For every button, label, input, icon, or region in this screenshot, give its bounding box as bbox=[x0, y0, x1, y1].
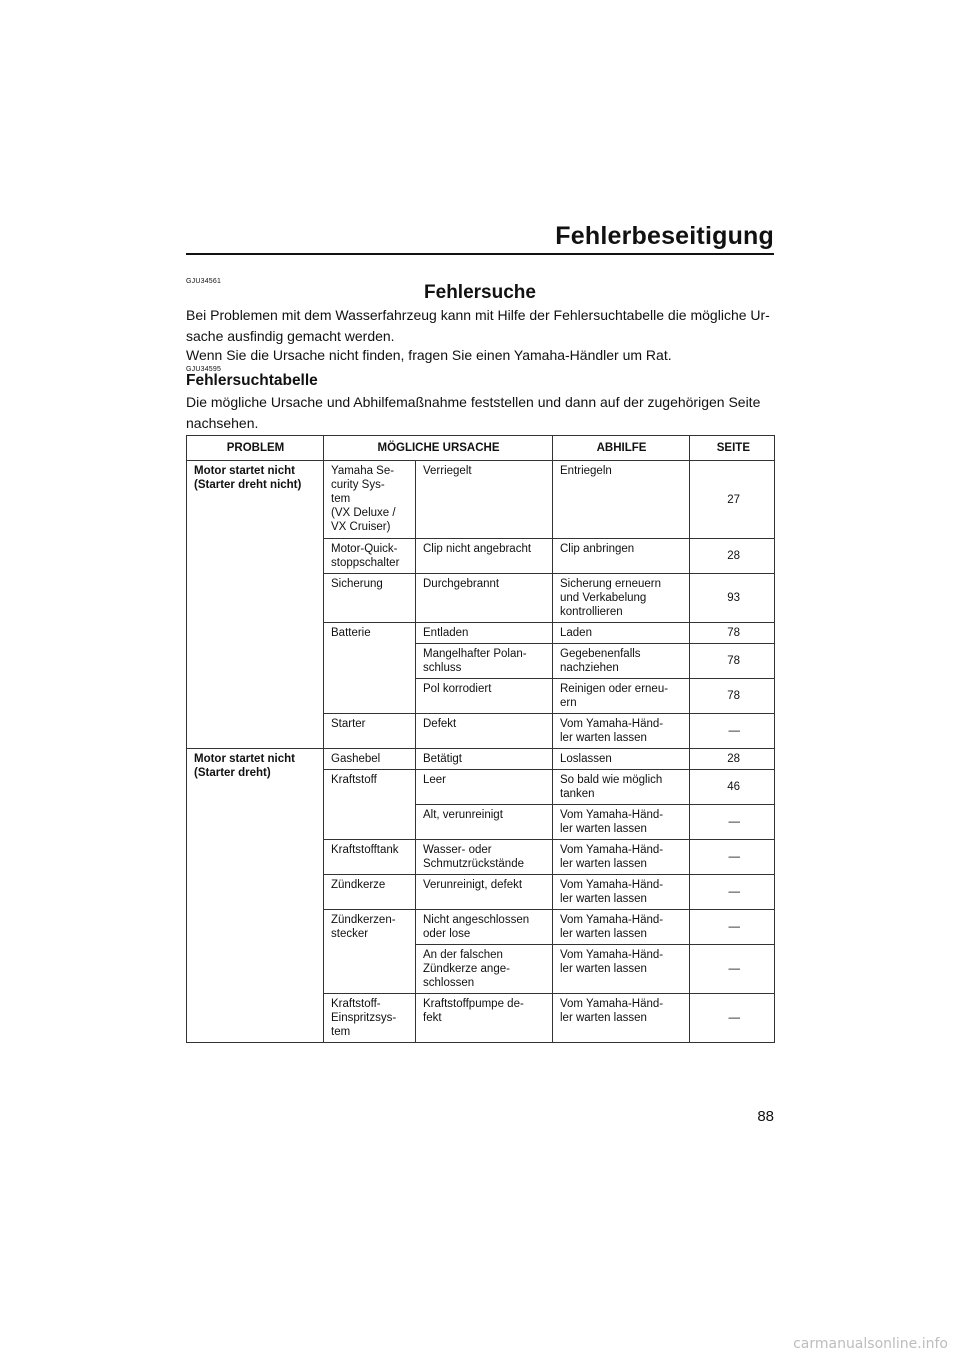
remedy-cell: Vom Yamaha-Händ- ler warten lassen bbox=[553, 714, 690, 749]
table-row bbox=[187, 749, 775, 770]
remedy-cell: Vom Yamaha-Händ- ler warten lassen bbox=[553, 875, 690, 910]
header-cause: MÖGLICHE URSACHE bbox=[324, 436, 553, 461]
cause-cell: Leer bbox=[416, 770, 553, 805]
cause-cell: Wasser- oder Schmutzrückstände bbox=[416, 840, 553, 875]
page-cell: 78 bbox=[690, 623, 775, 644]
remedy-cell: So bald wie möglich tanken bbox=[553, 770, 690, 805]
page-header-title: Fehlerbeseitigung bbox=[555, 222, 774, 250]
page-cell: 28 bbox=[690, 539, 775, 574]
page-cell: — bbox=[690, 805, 775, 840]
remedy-cell: Reinigen oder erneu- ern bbox=[553, 679, 690, 714]
header-rule bbox=[186, 253, 774, 255]
remedy-cell: Sicherung erneuern und Verkabelung kontrollieren bbox=[553, 574, 690, 623]
page-cell: — bbox=[690, 945, 775, 994]
remedy-cell: Laden bbox=[553, 623, 690, 644]
cause-cell: Clip nicht angebracht bbox=[416, 539, 553, 574]
page-cell: — bbox=[690, 875, 775, 910]
dealer-paragraph: Wenn Sie die Ursache nicht finden, fragen Sie einen Yamaha-Händler um Rat. bbox=[186, 347, 672, 363]
header-page: SEITE bbox=[690, 436, 775, 461]
component-cell: Starter bbox=[324, 714, 416, 749]
subsection-title: Fehlersuchtabelle bbox=[186, 372, 318, 389]
cause-cell: Verriegelt bbox=[416, 461, 553, 539]
cause-cell: Mangelhafter Polan- schluss bbox=[416, 644, 553, 679]
header-problem: PROBLEM bbox=[187, 436, 324, 461]
page-cell: 93 bbox=[690, 574, 775, 623]
table-header-row bbox=[187, 436, 775, 461]
page-cell: — bbox=[690, 910, 775, 945]
component-cell: Zündkerzen- stecker bbox=[324, 910, 416, 994]
cause-cell: Nicht angeschlossen oder lose bbox=[416, 910, 553, 945]
component-cell: Kraftstoff bbox=[324, 770, 416, 840]
problem-cell: Motor startet nicht (Starter dreht) bbox=[187, 749, 324, 1043]
remedy-cell: Vom Yamaha-Händ- ler warten lassen bbox=[553, 840, 690, 875]
page-cell: — bbox=[690, 994, 775, 1043]
cause-cell: Verunreinigt, defekt bbox=[416, 875, 553, 910]
table-intro-paragraph: Die mögliche Ursache und Abhilfemaßnahme feststellen und dann auf der zugehörigen Seite nachsehen. bbox=[186, 394, 761, 431]
page-cell: 46 bbox=[690, 770, 775, 805]
page-cell: — bbox=[690, 714, 775, 749]
page-cell: 78 bbox=[690, 644, 775, 679]
component-cell: Sicherung bbox=[324, 574, 416, 623]
problem-cell: Motor startet nicht (Starter dreht nicht) bbox=[187, 461, 324, 749]
cause-cell: Entladen bbox=[416, 623, 553, 644]
remedy-cell: Vom Yamaha-Händ- ler warten lassen bbox=[553, 910, 690, 945]
subsection-code: GJU34595 bbox=[186, 366, 222, 373]
section-code: GJU34561 bbox=[186, 278, 222, 285]
component-cell: Gashebel bbox=[324, 749, 416, 770]
component-cell: Kraftstoff- Einspritzsys- tem bbox=[324, 994, 416, 1043]
cause-cell: Pol korrodiert bbox=[416, 679, 553, 714]
page-cell: 78 bbox=[690, 679, 775, 714]
troubleshooting-table bbox=[186, 435, 775, 1043]
cause-cell: An der falschen Zündkerze ange- schlossen bbox=[416, 945, 553, 994]
remedy-cell: Clip anbringen bbox=[553, 539, 690, 574]
cause-cell: Kraftstoffpumpe de- fekt bbox=[416, 994, 553, 1043]
page-number: 88 bbox=[757, 1108, 774, 1125]
cause-cell: Defekt bbox=[416, 714, 553, 749]
cause-cell: Durchgebrannt bbox=[416, 574, 553, 623]
section-title: Fehlersuche bbox=[424, 282, 536, 303]
cause-cell: Betätigt bbox=[416, 749, 553, 770]
watermark: carmanualsonline.info bbox=[793, 1336, 948, 1352]
remedy-cell: Vom Yamaha-Händ- ler warten lassen bbox=[553, 945, 690, 994]
remedy-cell: Vom Yamaha-Händ- ler warten lassen bbox=[553, 994, 690, 1043]
component-cell: Motor-Quick- stoppschalter bbox=[324, 539, 416, 574]
header-remedy: ABHILFE bbox=[553, 436, 690, 461]
table-row bbox=[187, 461, 775, 539]
remedy-cell: Loslassen bbox=[553, 749, 690, 770]
component-cell: Yamaha Se- curity Sys- tem (VX Deluxe / VX Cruiser) bbox=[324, 461, 416, 539]
cause-cell: Alt, verunreinigt bbox=[416, 805, 553, 840]
component-cell: Zündkerze bbox=[324, 875, 416, 910]
intro-paragraph: Bei Problemen mit dem Wasserfahrzeug kann mit Hilfe der Fehlersuchtabelle die mögliche Ur-sache ausfindig gemacht werden. bbox=[186, 307, 770, 344]
remedy-cell: Gegebenenfalls nachziehen bbox=[553, 644, 690, 679]
remedy-cell: Entriegeln bbox=[553, 461, 690, 539]
component-cell: Kraftstofftank bbox=[324, 840, 416, 875]
page-cell: 28 bbox=[690, 749, 775, 770]
component-cell: Batterie bbox=[324, 623, 416, 714]
page-cell: 27 bbox=[690, 461, 775, 539]
remedy-cell: Vom Yamaha-Händ- ler warten lassen bbox=[553, 805, 690, 840]
page-cell: — bbox=[690, 840, 775, 875]
